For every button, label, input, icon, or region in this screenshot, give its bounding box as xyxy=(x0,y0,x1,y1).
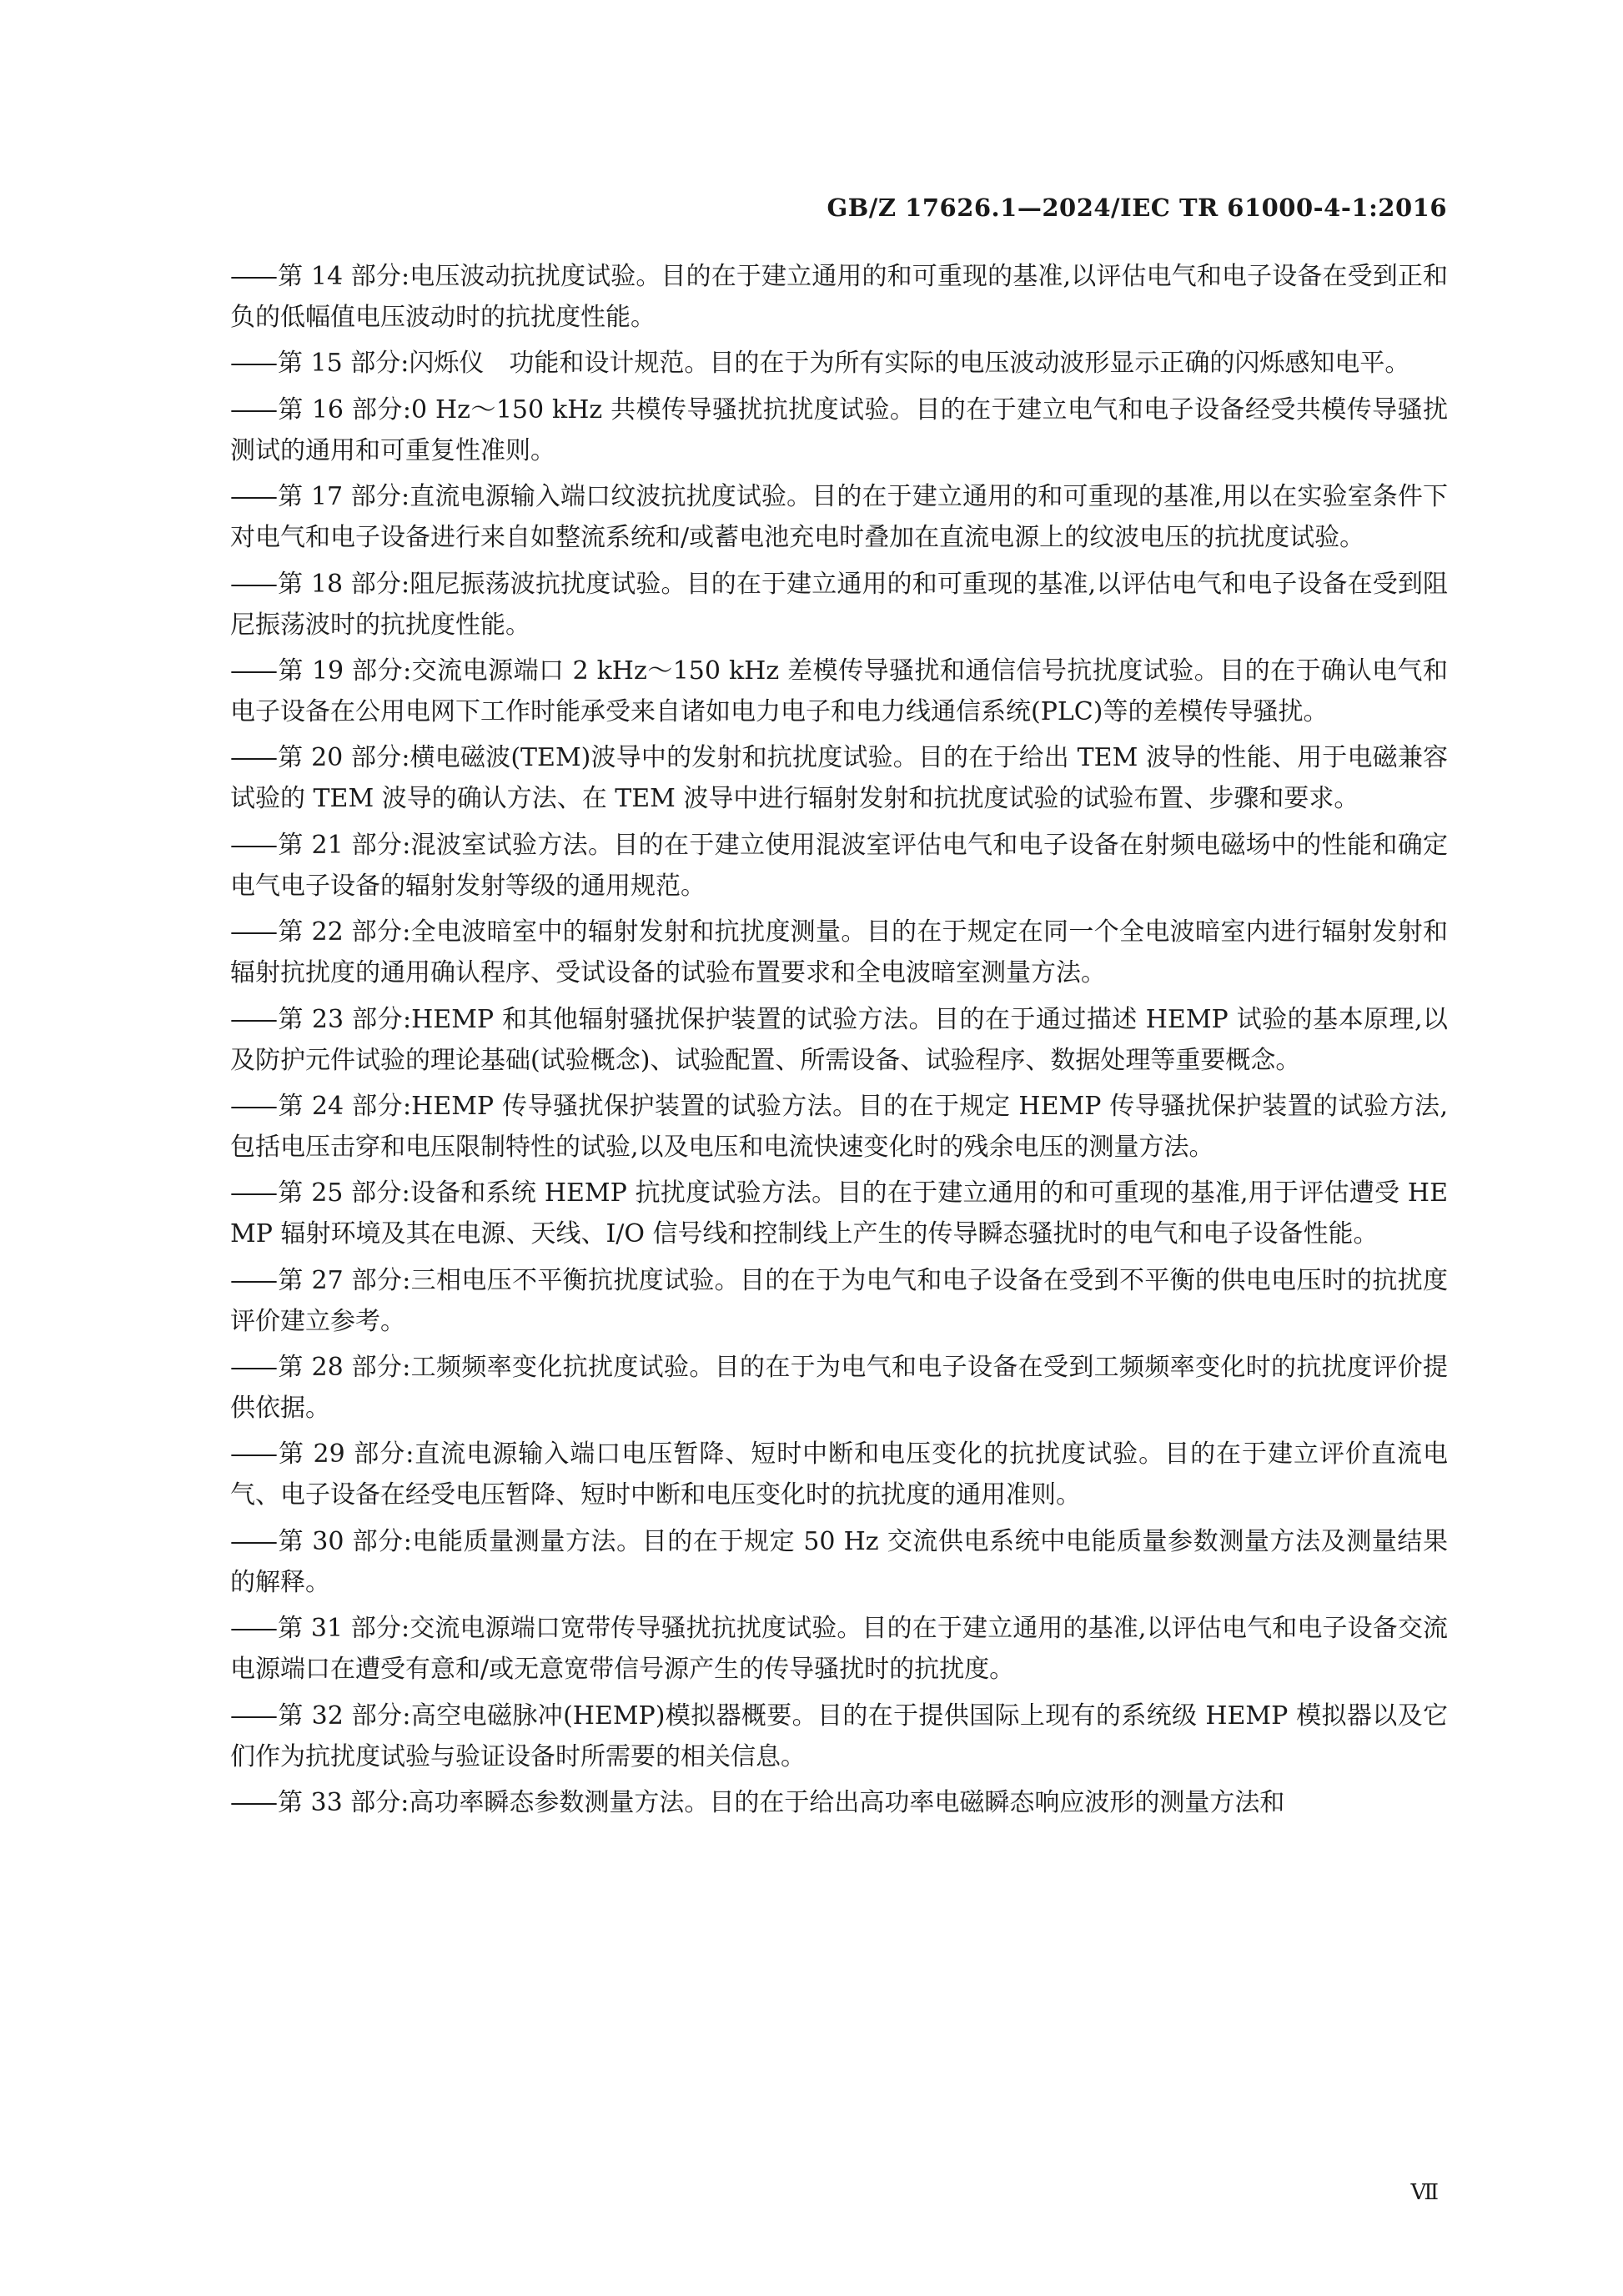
list-item-text: 第 22 部分:全电波暗室中的辐射发射和抗扰度测量。目的在于规定在同一个全电波暗室内进行辐射发射和辐射抗扰度的通用确认程序、受试设备的试验布置要求和全电波暗室测量方法。 xyxy=(230,917,1448,988)
em-dash: —— xyxy=(230,1353,275,1383)
list-item-text: 第 20 部分:横电磁波(TEM)波导中的发射和抗扰度试验。目的在于给出 TEM 波导的性能、用于电磁兼容试验的 TEM 波导的确认方法、在 TEM 波导中进行辐射发射和抗扰度试验的试验布置、步骤和要求。 xyxy=(230,743,1448,814)
list-item-text: 第 15 部分:闪烁仪 功能和设计规范。目的在于为所有实际的电压波动波形显示正确的闪烁感知电平。 xyxy=(278,349,1410,379)
list-item-text: 第 17 部分:直流电源输入端口纹波抗扰度试验。目的在于建立通用的和可重现的基准,用以在实验室条件下对电气和电子设备进行来自如整流系统和/或蓄电池充电时叠加在直流电源上的纹波电压的抗扰度试验。 xyxy=(230,482,1448,553)
em-dash: —— xyxy=(230,743,275,773)
list-item xyxy=(230,1347,1448,1429)
em-dash: —— xyxy=(230,1788,275,1818)
list-item-text: 第 30 部分:电能质量测量方法。目的在于规定 50 Hz 交流供电系统中电能质量参数测量方法及测量结果的解释。 xyxy=(230,1526,1448,1597)
list-item-text: 第 24 部分:HEMP 传导骚扰保护装置的试验方法。目的在于规定 HEMP 传导骚扰保护装置的试验方法,包括电压击穿和电压限制特性的试验,以及电压和电流快速变化时的残余电压的测量方法。 xyxy=(230,1091,1448,1162)
list-item-text: 第 16 部分:0 Hz～150 kHz 共模传导骚扰抗扰度试验。目的在于建立电气和电子设备经受共模传导骚扰测试的通用和可重复性准则。 xyxy=(230,394,1448,465)
list-item xyxy=(230,1782,1448,1823)
list-item xyxy=(230,564,1448,646)
em-dash: —— xyxy=(230,1614,275,1644)
list-item-text: 第 31 部分:交流电源端口宽带传导骚扰抗扰度试验。目的在于建立通用的基准,以评估电气和电子设备交流电源端口在遭受有意和/或无意宽带信号源产生的传导骚扰时的抗扰度。 xyxy=(230,1614,1448,1685)
page-number: Ⅶ xyxy=(1410,2180,1439,2205)
em-dash: —— xyxy=(230,1439,275,1470)
list-item xyxy=(230,651,1448,732)
list-item xyxy=(230,1521,1448,1603)
list-item-text: 第 18 部分:阻尼振荡波抗扰度试验。目的在于建立通用的和可重现的基准,以评估电气和电子设备在受到阻尼振荡波时的抗扰度性能。 xyxy=(230,569,1448,640)
list-item xyxy=(230,737,1448,819)
list-item-text: 第 32 部分:高空电磁脉冲(HEMP)模拟器概要。目的在于提供国际上现有的系统级 HEMP 模拟器以及它们作为抗扰度试验与验证设备时所需要的相关信息。 xyxy=(230,1701,1448,1771)
list-item xyxy=(230,389,1448,471)
list-item xyxy=(230,1696,1448,1777)
em-dash: —— xyxy=(230,482,275,512)
em-dash: —— xyxy=(230,1178,275,1208)
em-dash: —— xyxy=(230,830,275,860)
em-dash: —— xyxy=(230,1701,275,1731)
list-item xyxy=(230,912,1448,993)
list-item xyxy=(230,256,1448,338)
em-dash: —— xyxy=(230,262,275,291)
list-item-text: 第 28 部分:工频频率变化抗扰度试验。目的在于为电气和电子设备在受到工频频率变化时的抗扰度评价提供依据。 xyxy=(230,1353,1448,1424)
em-dash: —— xyxy=(230,394,275,425)
em-dash: —— xyxy=(230,349,275,379)
list-item xyxy=(230,1260,1448,1342)
em-dash: —— xyxy=(230,1265,275,1295)
list-item xyxy=(230,1173,1448,1254)
list-item xyxy=(230,999,1448,1081)
list-item xyxy=(230,1086,1448,1168)
em-dash: —— xyxy=(230,1526,275,1556)
em-dash: —— xyxy=(230,1091,275,1121)
list-item xyxy=(230,1434,1448,1515)
list-item xyxy=(230,825,1448,907)
em-dash: —— xyxy=(230,656,275,686)
list-item-text: 第 14 部分:电压波动抗扰度试验。目的在于建立通用的和可重现的基准,以评估电气和电子设备在受到正和负的低幅值电压波动时的抗扰度性能。 xyxy=(230,262,1448,332)
em-dash: —— xyxy=(230,917,275,947)
list-item-text: 第 25 部分:设备和系统 HEMP 抗扰度试验方法。目的在于建立通用的和可重现的基准,用于评估遭受 HEMP 辐射环境及其在电源、天线、I/O 信号线和控制线上产生的传导瞬态骚扰时的电气和电子设备性能。 xyxy=(230,1178,1448,1249)
list-item-text: 第 33 部分:高功率瞬态参数测量方法。目的在于给出高功率电磁瞬态响应波形的测量方法和 xyxy=(278,1788,1285,1818)
list-item-text: 第 27 部分:三相电压不平衡抗扰度试验。目的在于为电气和电子设备在受到不平衡的供电电压时的抗扰度评价建立参考。 xyxy=(230,1265,1448,1336)
list-item-text: 第 19 部分:交流电源端口 2 kHz～150 kHz 差模传导骚扰和通信信号抗扰度试验。目的在于确认电气和电子设备在公用电网下工作时能承受来自诸如电力电子和电力线通信系统(PLC)等的差模传导骚扰。 xyxy=(230,656,1448,726)
list-item xyxy=(230,476,1448,558)
list-item-text: 第 23 部分:HEMP 和其他辐射骚扰保护装置的试验方法。目的在于通过描述 HEMP 试验的基本原理,以及防护元件试验的理论基础(试验概念)、试验配置、所需设备、试验程序、数据处理等重要概念。 xyxy=(230,1004,1448,1075)
em-dash: —— xyxy=(230,569,275,599)
list-item-text: 第 21 部分:混波室试验方法。目的在于建立使用混波室评估电气和电子设备在射频电磁场中的性能和确定电气电子设备的辐射发射等级的通用规范。 xyxy=(230,830,1448,901)
list-item xyxy=(230,343,1448,384)
list-item-text: 第 29 部分:直流电源输入端口电压暂降、短时中断和电压变化的抗扰度试验。目的在于建立评价直流电气、电子设备在经受电压暂降、短时中断和电压变化时的抗扰度的通用准则。 xyxy=(230,1439,1448,1510)
em-dash: —— xyxy=(230,1004,275,1034)
standard-parts-list xyxy=(230,256,1448,1828)
standard-header: GB/Z 17626.1—2024/IEC TR 61000-4-1:2016 xyxy=(827,193,1447,222)
list-item xyxy=(230,1608,1448,1690)
